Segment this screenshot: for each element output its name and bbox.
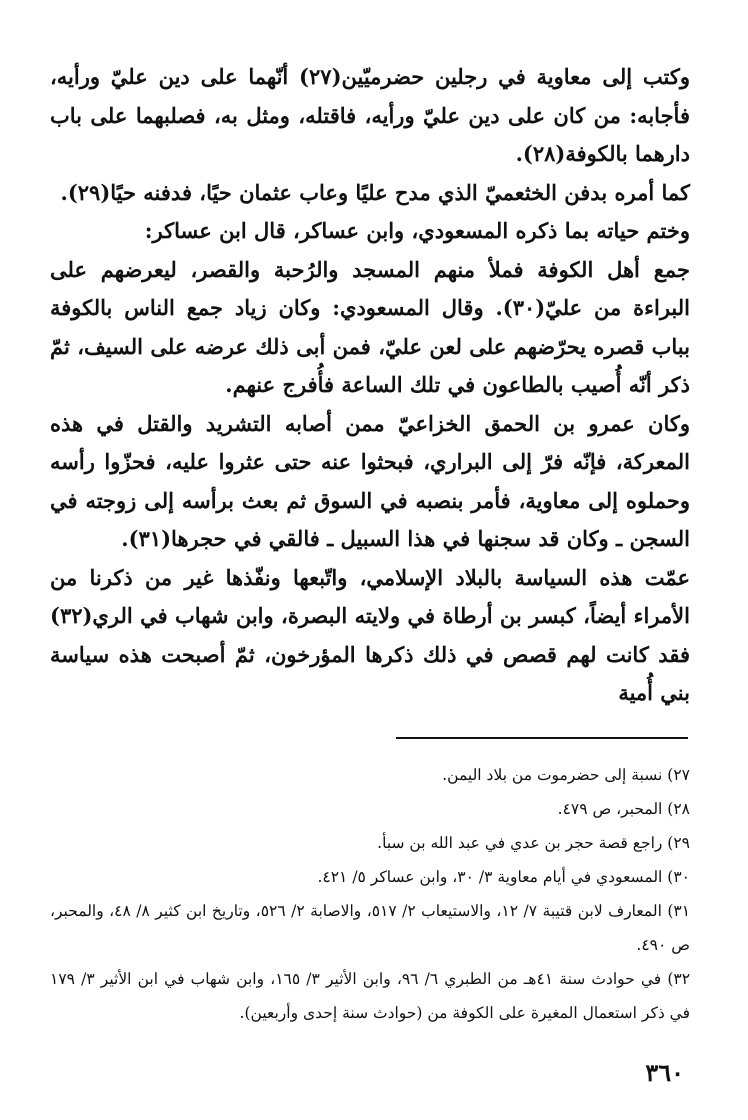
footnote: ٢٩) راجع قصة حجر بن عدي في عبد الله بن سبأ. <box>377 834 690 852</box>
footnote-divider <box>396 737 688 739</box>
paragraph: وكان عمرو بن الحمق الخزاعيّ ممن أصابه التشريد والقتل في هذه المعركة، فإنّه فرّ إلى البراري، فبحثوا عنه حتى عثروا عليه، فحزّوا رأسه وحملوه إلى معاوية، فأمر بنصبه في السوق ثم بعث برأسه إلى زوجته في السجن ـ وكان قد سجنها في هذا السبيل ـ فالقي في حجرها(٣١). <box>50 410 690 551</box>
page-number: ٣٦٠ <box>645 1058 684 1087</box>
paragraph: جمع أهل الكوفة فملأ منهم المسجد والرُحبة والقصر، ليعرضهم على البراءة من عليّ(٣٠). وقال المسعودي: وكان زياد جمع الناس بالكوفة بباب قصره يحرّضهم على لعن عليّ، فمن أبى ذلك عرضه على السيف، ثمّ ذكر أنّه أُصيب بالطاعون في تلك الساعة فأُفرج عنهم. <box>50 256 690 397</box>
paragraph: وختم حياته بما ذكره المسعودي، وابن عساكر، قال ابن عساكر: <box>144 218 690 243</box>
footnote: ٣٠) المسعودي في أيام معاوية ٣/ ٣٠، وابن عساكر ٥/ ٤٢١. <box>317 868 690 886</box>
paragraph: كما أمره بدفن الخثعميّ الذي مدح عليًا وعاب عثمان حيًا، فدفنه حيًا(٢٩). <box>60 179 690 205</box>
footnotes <box>50 758 690 1030</box>
footnote: ٣١) المعارف لابن قتيبة ٧/ ١٢، والاستيعاب ٢/ ٥١٧، والاصابة ٢/ ٥٢٦، وتاريخ ابن كثير ٨/ ٤٨، والمحبر، ص ٤٩٠. <box>50 902 691 954</box>
paragraph: عمّت هذه السياسة بالبلاد الإسلامي، واتّبعها ونفّذها غير من ذكرنا من الأمراء أيضاً، كبسر بن أرطاة في ولايته البصرة، وابن شهاب في الري(٣٢) فقد كانت لهم قصص في ذلك ذكرها المؤرخون، ثمّ أصبحت هذه سياسة بني أُمية <box>50 564 690 705</box>
footnote: ٢٨) المحبر، ص ٤٧٩. <box>557 800 690 818</box>
main-text <box>50 58 690 713</box>
footnote: ٣٢) في حوادث سنة ٤١هـ من الطبري ٦/ ٩٦، وابن الأثير ٣/ ١٦٥، وابن شهاب في ابن الأثير ٣/ ١٧٩ في ذكر استعمال المغيرة على الكوفة من (حوادث سنة إحدى وأربعين). <box>50 970 691 1022</box>
footnote: ٢٧) نسبة إلى حضرموت من بلاد اليمن. <box>442 766 690 784</box>
paragraph: وكتب إلى معاوية في رجلين حضرميّين(٢٧) أنّهما على دين عليّ ورأيه، فأجابه: من كان على دين عليّ ورأيه، فاقتله، ومثل به، فصلبهما على باب دارهما بالكوفة(٢٨). <box>50 64 690 166</box>
